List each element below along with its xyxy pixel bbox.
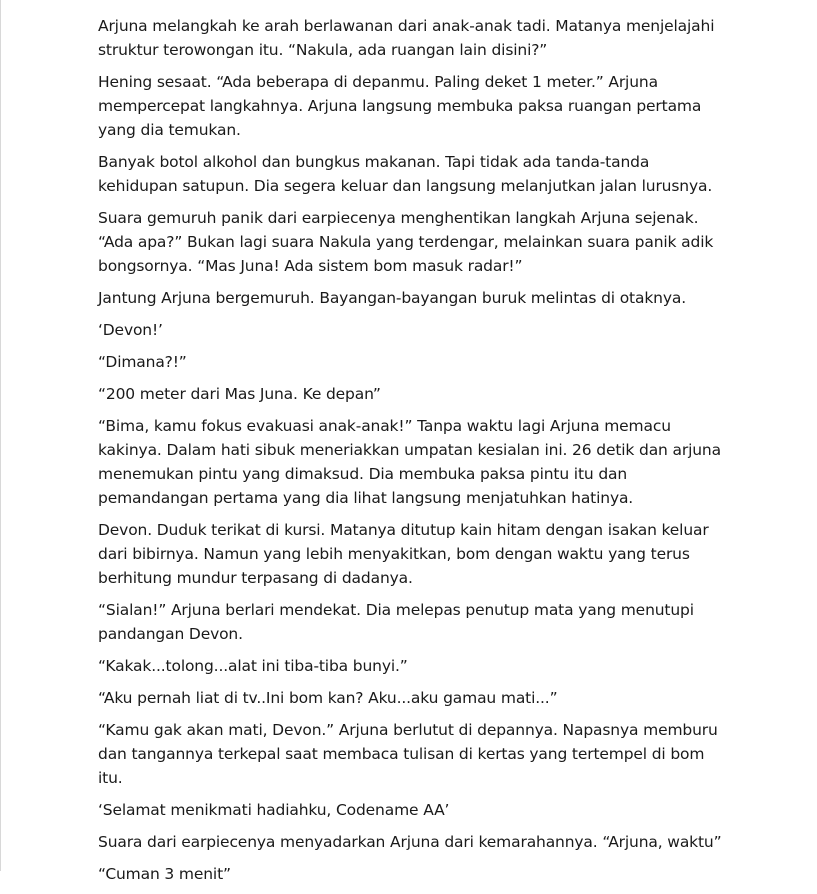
paragraph: “Kakak...tolong...alat ini tiba-tiba bunyi.” (98, 657, 408, 675)
paragraph: Banyak botol alkohol dan bungkus makanan. Tapi tidak ada tanda-tanda kehidupan satupun. Dia segera keluar dan langsung melanjutkan jalan lurusnya. (98, 153, 713, 195)
paragraph: “200 meter dari Mas Juna. Ke depan” (98, 385, 381, 403)
paragraph: “Dimana?!” (98, 353, 187, 371)
paragraph: ‘Devon!’ (98, 321, 163, 339)
paragraph: Suara dari earpiecenya menyadarkan Arjuna dari kemarahannya. “Arjuna, waktu” (98, 833, 722, 851)
paragraph: Arjuna melangkah ke arah berlawanan dari anak-anak tadi. Matanya menjelajahi struktur terowongan itu. “Nakula, ada ruangan lain disini?” (98, 17, 715, 59)
paragraph: “Kamu gak akan mati, Devon.” Arjuna berlutut di depannya. Napasnya memburu dan tangannya terkepal saat membaca tulisan di kertas yang tertempel di bom itu. (98, 721, 718, 787)
paragraph: Jantung Arjuna bergemuruh. Bayangan-bayangan buruk melintas di otaknya. (98, 289, 686, 307)
paragraph: “Bima, kamu fokus evakuasi anak-anak!” Tanpa waktu lagi Arjuna memacu kakinya. Dalam hati sibuk meneriakkan umpatan kesialan ini. 26 detik dan arjuna menemukan pintu yang dimaksud. Dia membuka paksa pintu itu dan pemandangan pertama yang dia lihat langsung menjatuhkan hatinya. (98, 417, 721, 507)
story-text (98, 14, 728, 894)
paragraph: “Aku pernah liat di tv..Ini bom kan? Aku...aku gamau mati...” (98, 689, 558, 707)
paragraph: “Sialan!” Arjuna berlari mendekat. Dia melepas penutup mata yang menutupi pandangan Devon. (98, 601, 694, 643)
paragraph: Devon. Duduk terikat di kursi. Matanya ditutup kain hitam dengan isakan keluar dari bibirnya. Namun yang lebih menyakitkan, bom dengan waktu yang terus berhitung mundur terpasang di dadanya. (98, 521, 709, 587)
paragraph: Hening sesaat. “Ada beberapa di depanmu. Paling deket 1 meter.” Arjuna mempercepat langkahnya. Arjuna langsung membuka paksa ruangan pertama yang dia temukan. (98, 73, 702, 139)
paragraph: Suara gemuruh panik dari earpiecenya menghentikan langkah Arjuna sejenak. “Ada apa?” Bukan lagi suara Nakula yang terdengar, melainkan suara panik adik bongsornya. “Mas Juna! Ada sistem bom masuk radar!” (98, 209, 714, 275)
paragraph: “Cuman 3 menit” (98, 865, 231, 883)
paragraph: ‘Selamat menikmati hadiahku, Codename AA’ (98, 801, 450, 819)
